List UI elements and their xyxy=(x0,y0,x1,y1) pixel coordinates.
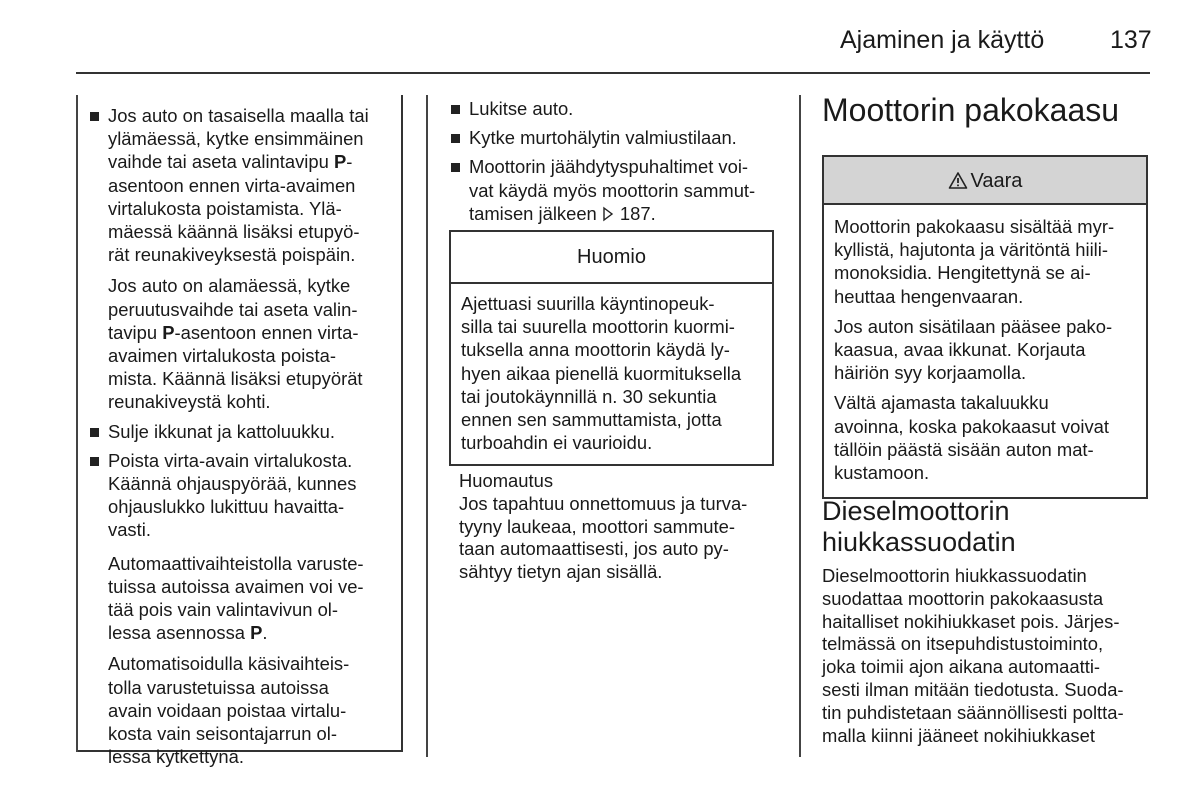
indented-paragraph xyxy=(90,652,395,768)
text-line: taan automaattisesti, jos auto py- xyxy=(459,538,729,560)
running-header-title: Ajaminen ja käyttö xyxy=(840,26,1045,54)
text-line: sesti ilman mitään tiedotusta. Suoda- xyxy=(822,678,1124,700)
text-line: rät reunakiveyksestä poispäin. xyxy=(108,244,356,266)
heading-line: hiukkassuodatin xyxy=(822,527,1016,557)
text-line: Automatisoidulla käsivaihteis- xyxy=(108,653,350,675)
text-line: Lukitse auto. xyxy=(469,98,574,119)
text-line: ylämäessä, kytke ensimmäinen xyxy=(108,128,364,150)
column-divider-1 xyxy=(426,95,428,757)
bullet-item xyxy=(90,420,395,443)
text-line: tuksella anna moottorin käydä ly- xyxy=(461,339,730,361)
bullet-item xyxy=(451,155,781,227)
danger-paragraph: Vältä ajamasta takaluukku avoinna, koska pakokaasut voivat tällöin päästä sisään auton mat- kustamoon. xyxy=(834,392,1110,484)
text-line: haitalliset nokihiukkaset pois. Järjes- xyxy=(822,610,1120,632)
bullet-item xyxy=(90,104,395,266)
text-line: lessa kytkettynä. xyxy=(108,746,244,768)
bullet-item xyxy=(451,97,781,120)
text-line: Käännä ohjauspyörää, kunnes xyxy=(108,473,357,495)
danger-body xyxy=(824,205,1146,497)
danger-paragraph: Jos auton sisätilaan pääsee pako- kaasua, avaa ikkunat. Korjauta häiriön syy korjaamolla. xyxy=(834,315,1113,384)
text-line: reunakiveystä kohti. xyxy=(108,391,271,413)
text-line: mista. Käännä lisäksi etupyörät xyxy=(108,368,363,390)
text-line: hyen aikaa pienellä kuormituksella xyxy=(461,362,742,384)
bullet-item xyxy=(451,126,781,149)
text-line: peruutusvaihde tai aseta valin- xyxy=(108,298,358,320)
text-line: Poista virta-avain virtalukosta. xyxy=(108,449,353,471)
warning-triangle-icon xyxy=(948,160,968,208)
text-line: malla kiinni jääneet nokihiukkaset xyxy=(822,724,1095,746)
page-number: 137 xyxy=(1110,26,1152,54)
text-line: lessa asennossa P. xyxy=(108,622,268,644)
text-line: vaihde tai aseta valintavipu P- xyxy=(108,151,353,173)
danger-paragraph: Moottorin pakokaasu sisältää myr- kyllistä, hajutonta ja väritöntä hiili- monoksidia. Hengitettynä se ai- heuttaa hengenvaaran. xyxy=(834,216,1115,307)
text-line: Kytke murtohälytin valmiustilaan. xyxy=(469,127,737,149)
danger-box xyxy=(822,155,1148,499)
text-line: telmässä on itsepuhdistustoiminto, xyxy=(822,633,1104,655)
text-line: Ajettuasi suurilla käyntinopeuk- xyxy=(461,293,715,314)
text-line: mäessä käännä lisäksi etupyö- xyxy=(108,221,360,243)
bullet-item xyxy=(90,449,395,542)
caution-title: Huomio xyxy=(451,232,772,284)
text-line: sähtyy tietyn ajan sisällä. xyxy=(459,561,663,583)
text-line: tin puhdistetaan säännöllisesti poltta- xyxy=(822,701,1124,723)
text-line: tai joutokäynnillä n. 30 sekuntia xyxy=(461,385,717,407)
text-line: vasti. xyxy=(108,519,151,541)
text-line: tamisen jälkeen 187. xyxy=(469,202,781,227)
text-line: Sulje ikkunat ja kattoluukku. xyxy=(108,420,335,442)
danger-title: Vaara xyxy=(970,170,1023,192)
header-rule xyxy=(76,72,1150,74)
text-line: silla tai suurella moottorin kuormi- xyxy=(461,316,735,338)
text-line: vat käydä myös moottorin sammut- xyxy=(469,179,756,201)
text-line: suodattaa moottorin pakokaasusta xyxy=(822,587,1104,609)
text-line: tyyny laukeaa, moottori sammute- xyxy=(459,515,735,537)
caution-body xyxy=(451,284,772,464)
note-title: Huomautus xyxy=(459,470,554,491)
note-block xyxy=(459,470,779,584)
indented-paragraph xyxy=(90,552,395,645)
text-line: Jos auto on tasaisella maalla tai xyxy=(108,105,369,126)
text-line: asentoon ennen virta-avaimen xyxy=(108,174,356,196)
caution-box xyxy=(449,230,774,466)
bullet-square-icon xyxy=(451,163,460,172)
text-line: tavipu P-asentoon ennen virta- xyxy=(108,321,359,343)
column1-left-border xyxy=(76,95,78,752)
text-line: tuissa autoissa avaimen voi ve- xyxy=(108,575,364,597)
text-line: avaimen virtalukosta poista- xyxy=(108,345,336,367)
page-reference-icon xyxy=(602,204,614,227)
text-line: tolla varustetuissa autoissa xyxy=(108,676,329,698)
bullet-square-icon xyxy=(90,112,99,121)
column-2 xyxy=(451,97,781,231)
heading-line: Dieselmoottorin xyxy=(822,496,1010,526)
text-line: Jos auto on alamäessä, kytke xyxy=(108,275,351,297)
text-line: Dieselmoottorin hiukkassuodatin xyxy=(822,565,1087,586)
text-line: tää pois vain valintavivun ol- xyxy=(108,599,339,621)
text-line: ennen sen sammuttamista, jotta xyxy=(461,409,722,431)
text-line: Jos tapahtuu onnettomuus ja turva- xyxy=(459,492,748,514)
text-line: kosta vain seisontajarrun ol- xyxy=(108,723,337,745)
bullet-square-icon xyxy=(90,428,99,437)
dpf-paragraph xyxy=(822,565,1152,747)
text-line: ohjauslukko lukittuu havaitta- xyxy=(108,496,345,518)
danger-header xyxy=(824,157,1146,205)
text-line: virtalukosta poistamista. Ylä- xyxy=(108,197,342,219)
column-divider-2 xyxy=(799,95,801,757)
page-reference[interactable]: 187. xyxy=(619,202,656,224)
text-line: joka toimii ajon aikana automaatti- xyxy=(822,656,1101,678)
text-line: turboahdin ei vaurioidu. xyxy=(461,432,653,454)
indented-paragraph xyxy=(90,274,395,413)
text-line: Moottorin jäähdytyspuhaltimet voi- xyxy=(469,156,749,178)
bullet-square-icon xyxy=(90,457,99,466)
column-1 xyxy=(90,104,395,774)
text-line: Automaattivaihteistolla varuste- xyxy=(108,552,364,574)
subsection-heading xyxy=(822,496,1152,558)
bullet-square-icon xyxy=(451,134,460,143)
text-line: avain voidaan poistaa virtalu- xyxy=(108,699,347,721)
section-heading: Moottorin pakokaasu xyxy=(822,92,1120,128)
bullet-square-icon xyxy=(451,105,460,114)
